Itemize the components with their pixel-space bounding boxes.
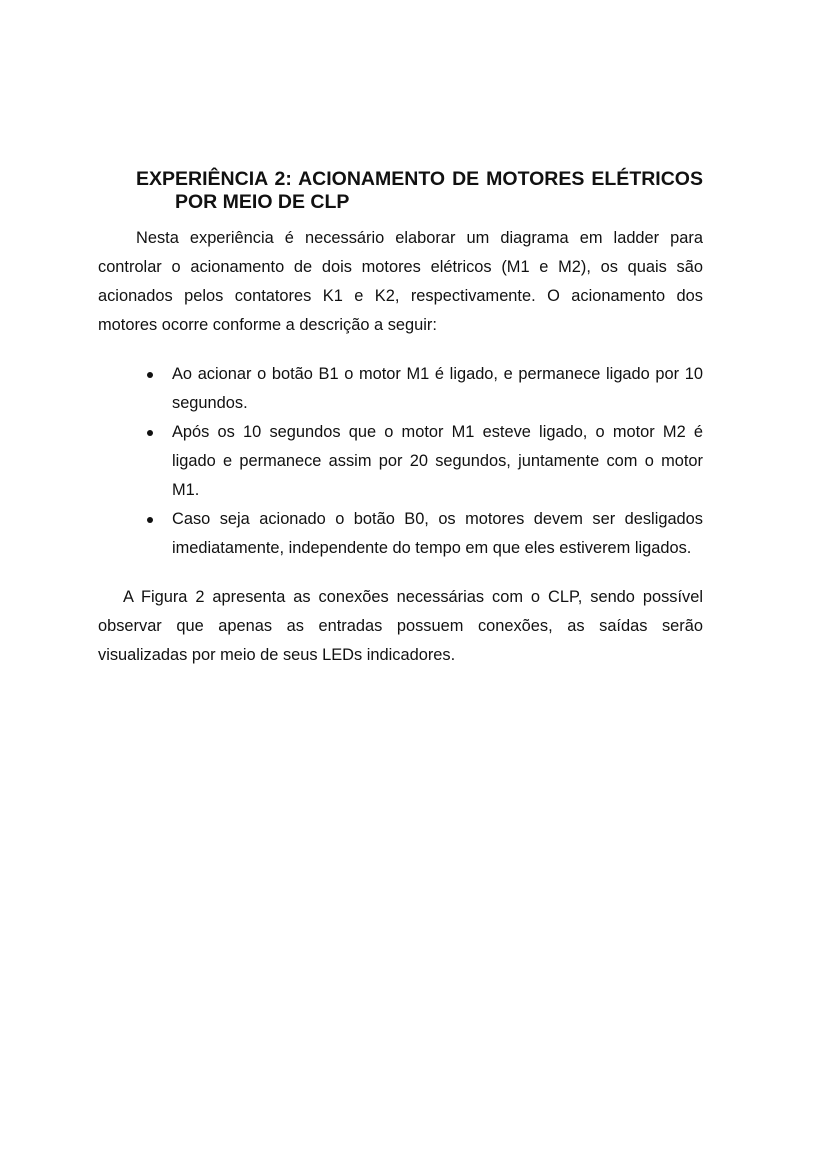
list-item-text: Após os 10 segundos que o motor M1 esteve ligado, o motor M2 é ligado e permanece assim por 20 segundos, juntamente com o motor M1. [172,423,703,499]
section-title [98,168,703,214]
intro-paragraph: Nesta experiência é necessário elaborar um diagrama em ladder para controlar o acionamento de dois motores elétricos (M1 e M2), os quais são acionados pelos contatores K1 e K2, respectivamente. O acionamento dos motores ocorre conforme a descrição a seguir: [98,229,703,334]
bullet-icon [147,430,153,436]
requirements-list [98,360,703,563]
section-title-line-2: POR MEIO DE CLP [175,191,350,213]
list-item [172,418,703,505]
section-title-line-1: EXPERIÊNCIA 2: ACIONAMENTO DE MOTORES ELÉTRICOS [136,168,703,190]
list-item-text: Ao acionar o botão B1 o motor M1 é ligado, e permanece ligado por 10 segundos. [172,365,703,412]
closing-paragraph: A Figura 2 apresenta as conexões necessárias com o CLP, sendo possível observar que apenas as entradas possuem conexões, as saídas serão visualizadas por meio de seus LEDs indicadores. [98,588,703,664]
document-page [98,168,703,670]
list-item [172,360,703,418]
bullet-icon [147,517,153,523]
list-item-text: Caso seja acionado o botão B0, os motores devem ser desligados imediatamente, independente do tempo em que eles estiverem ligados. [172,510,703,557]
bullet-icon [147,372,153,378]
list-item [172,505,703,563]
